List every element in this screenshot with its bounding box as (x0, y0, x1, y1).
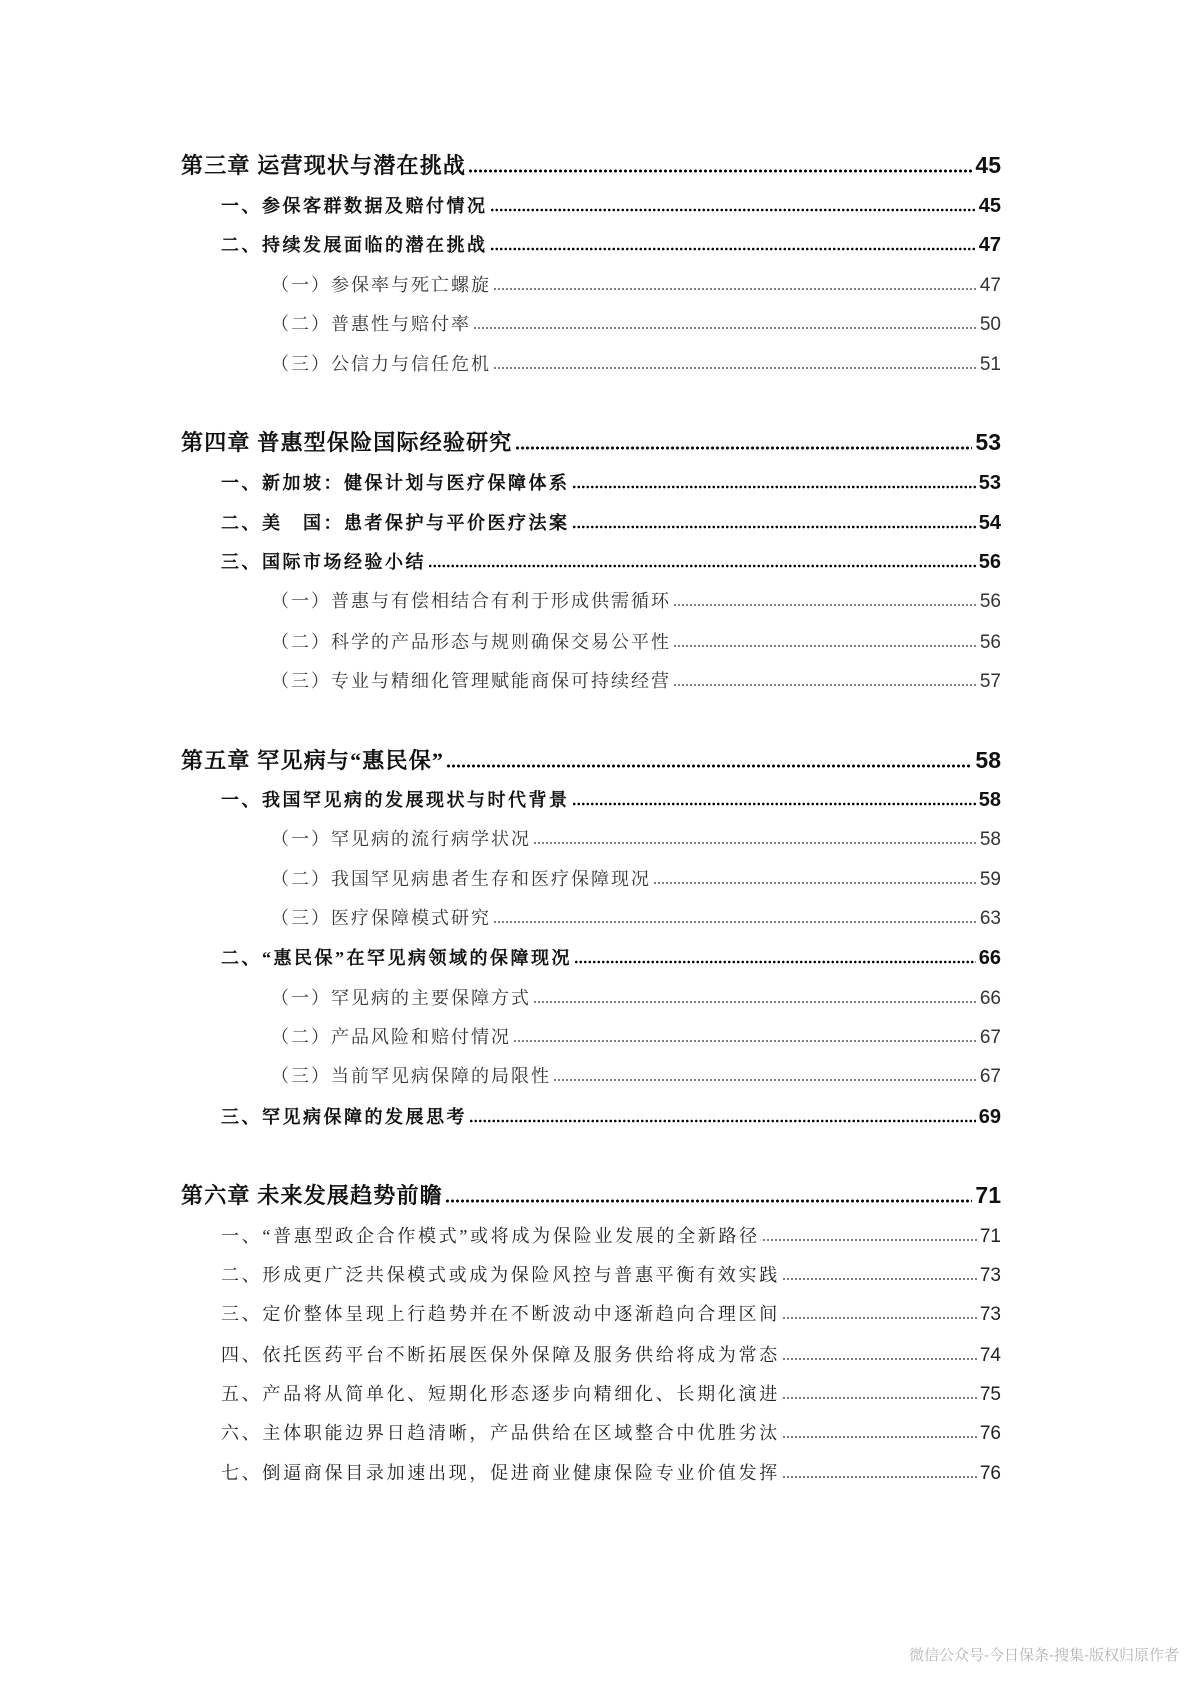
dot-leader (782, 1396, 977, 1400)
toc-section-title: 二、“惠民保”在罕见病领域的保障现况 (221, 948, 572, 968)
toc-subsection-3-2-1 (271, 270, 1001, 300)
dot-leader (673, 683, 977, 687)
toc-chapter-6 (181, 1180, 1001, 1210)
dot-leader (782, 1435, 977, 1439)
toc-section-title: 五、产品将从简单化、短期化形态逐步向精细化、长期化演进 (221, 1384, 780, 1404)
toc-page-number: 56 (979, 632, 1001, 653)
toc-subsection-4-3-3 (271, 666, 1001, 696)
dot-leader (782, 1475, 977, 1479)
toc-page-number: 45 (978, 195, 1001, 217)
toc-section-4-1 (221, 468, 1001, 498)
toc-page-number: 50 (979, 314, 1001, 335)
dot-leader (574, 960, 976, 964)
toc-subsection-title: （三）公信力与信任危机 (271, 354, 491, 374)
toc-page-number: 71 (975, 1182, 1001, 1208)
toc-subsection-title: （一）罕见病的主要保障方式 (271, 988, 531, 1008)
watermark-text: 微信公众号-今日保条-搜集-版权归原作者 (909, 1647, 1179, 1664)
toc-subsection-title: （三）专业与精细化管理赋能商保可持续经营 (271, 671, 671, 691)
dot-leader (428, 564, 976, 568)
dot-leader (446, 764, 972, 768)
toc-section-6-3 (221, 1299, 1001, 1329)
toc-page-number: 73 (979, 1304, 1001, 1325)
dot-leader (493, 366, 977, 370)
toc-subsection-3-2-2 (271, 309, 1001, 339)
toc-section-6-5 (221, 1379, 1001, 1409)
toc-section-title: 二、持续发展面临的潜在挑战 (221, 235, 488, 255)
dot-leader (653, 881, 977, 885)
toc-subsection-3-2-3 (271, 349, 1001, 379)
toc-section-3-2 (221, 230, 1001, 260)
toc-chapter-title: 第六章 未来发展趋势前瞻 (181, 1183, 443, 1208)
toc-subsection-5-2-3 (271, 1061, 1001, 1091)
toc-subsection-title: （一）参保率与死亡螺旋 (271, 275, 491, 295)
toc-chapter-title: 第四章 普惠型保险国际经验研究 (181, 430, 513, 455)
dot-leader (553, 1078, 977, 1082)
toc-subsection-title: （一）罕见病的流行病学状况 (271, 829, 531, 849)
toc-subsection-5-1-3 (271, 903, 1001, 933)
dot-leader (490, 247, 976, 251)
dot-leader (782, 1277, 977, 1281)
dot-leader (515, 446, 973, 450)
dot-leader (673, 644, 977, 648)
toc-section-title: 三、国际市场经验小结 (221, 552, 426, 572)
toc-page-number: 45 (975, 152, 1001, 178)
toc-page-number: 67 (979, 1066, 1001, 1087)
dot-leader (782, 1316, 977, 1320)
toc-chapter-title: 第五章 罕见病与“惠民保” (181, 748, 445, 773)
toc-page-number: 66 (978, 947, 1001, 969)
toc-section-4-3 (221, 547, 1001, 577)
toc-page-number: 58 (975, 747, 1001, 773)
toc-section-title: 四、依托医药平台不断拓展医保外保障及服务供给将成为常态 (221, 1345, 780, 1365)
toc-section-title: 三、定价整体呈现上行趋势并在不断波动中逐渐趋向合理区间 (221, 1304, 780, 1324)
toc-section-5-1 (221, 785, 1001, 815)
toc-page-number: 73 (979, 1265, 1001, 1286)
dot-leader (533, 841, 977, 845)
dot-leader (469, 1119, 976, 1123)
toc-section-6-4 (221, 1340, 1001, 1370)
toc-page-number: 47 (979, 275, 1001, 296)
dot-leader (673, 603, 977, 607)
toc-page-number: 69 (978, 1106, 1001, 1128)
toc-page-number: 66 (979, 988, 1001, 1009)
toc-chapter-3 (181, 150, 1001, 180)
toc-chapter-5 (181, 745, 1001, 775)
dot-leader (468, 169, 972, 173)
toc-section-title: 一、参保客群数据及赔付情况 (221, 196, 488, 216)
toc-page-number: 76 (979, 1463, 1001, 1484)
toc-page-number: 74 (979, 1345, 1001, 1366)
toc-section-4-2 (221, 508, 1001, 538)
toc-subsection-title: （二）普惠性与赔付率 (271, 314, 471, 334)
toc-subsection-title: （一）普惠与有偿相结合有利于形成供需循环 (271, 591, 671, 611)
toc-page-number: 67 (979, 1027, 1001, 1048)
toc-section-title: 二、美 国：患者保护与平价医疗法案 (221, 513, 570, 533)
dot-leader (513, 1039, 977, 1043)
toc-page-number: 58 (978, 789, 1001, 811)
toc-page-number: 54 (978, 512, 1001, 534)
toc-section-6-7 (221, 1458, 1001, 1488)
toc-page-number: 57 (979, 671, 1001, 692)
toc-section-6-6 (221, 1418, 1001, 1448)
toc-page-number: 51 (979, 354, 1001, 375)
toc-subsection-5-1-2 (271, 864, 1001, 894)
toc-subsection-title: （二）产品风险和赔付情况 (271, 1027, 511, 1047)
toc-chapter-title: 第三章 运营现状与潜在挑战 (181, 153, 467, 178)
dot-leader (445, 1199, 973, 1203)
toc-chapter-4 (181, 427, 1001, 457)
toc-page-number: 53 (978, 472, 1001, 494)
toc-subsection-4-3-2 (271, 627, 1001, 657)
toc-subsection-title: （二）科学的产品形态与规则确保交易公平性 (271, 632, 671, 652)
dot-leader (572, 525, 976, 529)
toc-section-title: 七、倒逼商保目录加速出现，促进商业健康保险专业价值发挥 (221, 1463, 780, 1483)
toc-section-title: 一、“普惠型政企合作模式”或将成为保险业发展的全新路径 (221, 1226, 760, 1246)
dot-leader (533, 1000, 977, 1004)
toc-page-number: 59 (979, 869, 1001, 890)
dot-leader (572, 485, 976, 489)
toc-section-5-2 (221, 943, 1001, 973)
toc-subsection-title: （三）当前罕见病保障的局限性 (271, 1066, 551, 1086)
dot-leader (572, 802, 976, 806)
toc-section-title: 一、我国罕见病的发展现状与时代背景 (221, 790, 570, 810)
dot-leader (493, 920, 977, 924)
dot-leader (490, 208, 976, 212)
toc-section-title: 二、形成更广泛共保模式或成为保险风控与普惠平衡有效实践 (221, 1265, 780, 1285)
toc-page-number: 56 (979, 591, 1001, 612)
toc-page-number: 63 (979, 908, 1001, 929)
dot-leader (782, 1357, 977, 1361)
toc-subsection-5-2-1 (271, 983, 1001, 1013)
toc-page-number: 47 (978, 234, 1001, 256)
toc-section-6-1 (221, 1221, 1001, 1251)
toc-page-number: 53 (975, 429, 1001, 455)
toc-page-number: 56 (978, 551, 1001, 573)
toc-page-number: 76 (979, 1423, 1001, 1444)
toc-section-5-3 (221, 1102, 1001, 1132)
toc-subsection-5-1-1 (271, 824, 1001, 854)
dot-leader (473, 326, 977, 330)
toc-subsection-title: （三）医疗保障模式研究 (271, 908, 491, 928)
toc-page-number: 71 (979, 1226, 1001, 1247)
toc-page-number: 75 (979, 1384, 1001, 1405)
toc-page-number: 58 (979, 829, 1001, 850)
dot-leader (493, 287, 977, 291)
toc-section-title: 三、罕见病保障的发展思考 (221, 1107, 467, 1127)
toc-section-3-1 (221, 191, 1001, 221)
toc-section-title: 六、主体职能边界日趋清晰，产品供给在区域整合中优胜劣汰 (221, 1423, 780, 1443)
toc-section-title: 一、新加坡：健保计划与医疗保障体系 (221, 473, 570, 493)
toc-section-6-2 (221, 1260, 1001, 1290)
dot-leader (762, 1238, 977, 1242)
toc-subsection-title: （二）我国罕见病患者生存和医疗保障现况 (271, 869, 651, 889)
toc-subsection-4-3-1 (271, 586, 1001, 616)
toc-subsection-5-2-2 (271, 1022, 1001, 1052)
